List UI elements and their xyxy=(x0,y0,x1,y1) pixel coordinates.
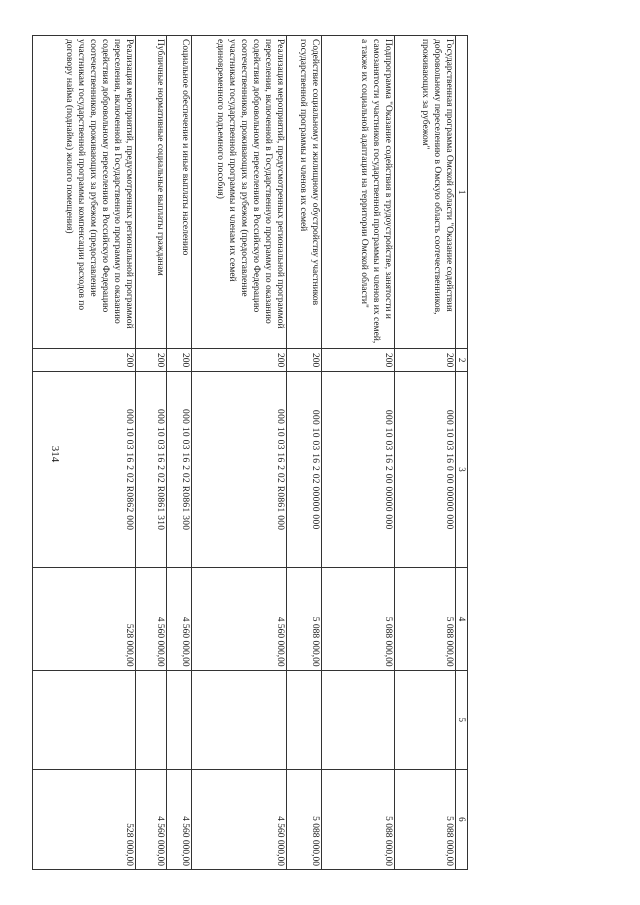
row-value4-cell: 5 088 000,00 xyxy=(394,568,455,670)
row-value6-cell: 4 560 000,00 xyxy=(191,769,286,869)
row-classification-cell: 000 10 03 16 0 00 00000 000 xyxy=(394,372,455,568)
row-code-cell: 200 xyxy=(32,349,135,372)
row-code-cell: 200 xyxy=(191,349,286,372)
row-value5-cell xyxy=(191,670,286,769)
row-classification-cell: 000 10 03 16 2 02 R0862 000 xyxy=(32,372,135,568)
column-header-2: 2 xyxy=(455,349,467,372)
row-value5-cell xyxy=(394,670,455,769)
column-header-5: 5 xyxy=(455,670,467,769)
table-row xyxy=(394,36,455,870)
row-name-cell: Публичные нормативные социальные выплаты гражданам xyxy=(135,36,166,349)
row-name-cell: Реализация мероприятий, предусмотренных региональной программой переселения, включенной в Государственную программу по оказанию содействия добровольному переселению в Российскую Федерацию соотечественников, проживающих за рубежом (предоставление участникам государственной программы компенсации расходов по договору найма (поднайма) жилого помещения) xyxy=(32,36,135,349)
page-number: 314 xyxy=(49,445,61,463)
row-value5-cell xyxy=(166,670,191,769)
row-classification-cell: 000 10 03 16 2 00 00000 000 xyxy=(321,372,394,568)
row-code-cell: 200 xyxy=(166,349,191,372)
row-code-cell: 200 xyxy=(394,349,455,372)
row-value5-cell xyxy=(32,670,135,769)
table-row xyxy=(32,36,135,870)
row-value5-cell xyxy=(321,670,394,769)
row-name-cell: Содействие социальному и жилищному обустройству участников государственной программы и членов их семей xyxy=(286,36,321,349)
row-value5-cell xyxy=(286,670,321,769)
table-row xyxy=(135,36,166,870)
rotated-table-container xyxy=(64,35,468,870)
row-value6-cell: 5 088 000,00 xyxy=(286,769,321,869)
row-value6-cell: 5 088 000,00 xyxy=(321,769,394,869)
row-classification-cell: 000 10 03 16 2 02 R0861 000 xyxy=(191,372,286,568)
row-code-cell: 200 xyxy=(321,349,394,372)
row-classification-cell: 000 10 03 16 2 02 00000 000 xyxy=(286,372,321,568)
row-value6-cell: 4 560 000,00 xyxy=(135,769,166,869)
row-value4-cell: 4 560 000,00 xyxy=(135,568,166,670)
column-header-1: 1 xyxy=(455,36,467,349)
row-value6-cell: 528 000,00 xyxy=(32,769,135,869)
row-value4-cell: 4 560 000,00 xyxy=(166,568,191,670)
table-row xyxy=(321,36,394,870)
row-value4-cell: 4 560 000,00 xyxy=(191,568,286,670)
row-classification-cell: 000 10 03 16 2 02 R0861 310 xyxy=(135,372,166,568)
row-value5-cell xyxy=(135,670,166,769)
column-header-6: 6 xyxy=(455,769,467,869)
row-name-cell: Реализация мероприятий, предусмотренных региональной программой переселения, включенной в Государственную программу по оказанию содействия добровольному переселению в Российскую Федерацию соотечественников, проживающих за рубежом (предоставление участникам государственной программы и членам их семей единовременного подъемного пособия) xyxy=(191,36,286,349)
column-header-3: 3 xyxy=(455,372,467,568)
row-classification-cell: 000 10 03 16 2 02 R0861 300 xyxy=(166,372,191,568)
row-name-cell: Социальное обеспечение и иные выплаты населению xyxy=(166,36,191,349)
row-code-cell: 200 xyxy=(286,349,321,372)
header-row xyxy=(455,36,467,870)
row-code-cell: 200 xyxy=(135,349,166,372)
row-value6-cell: 5 088 000,00 xyxy=(394,769,455,869)
table-row xyxy=(286,36,321,870)
row-value4-cell: 5 088 000,00 xyxy=(321,568,394,670)
row-value4-cell: 5 088 000,00 xyxy=(286,568,321,670)
budget-table xyxy=(32,35,468,870)
row-name-cell: Государственная программа Омской области "Оказание содействия добровольному переселению в Омскую область соотечественников, проживающих за рубежом" xyxy=(394,36,455,349)
table-row xyxy=(166,36,191,870)
row-name-cell: Подпрограмма "Оказание содействия в трудоустройстве, занятости и самозанятости участников государственной программы и членов их семей, а также их социальной адаптации на территории Омской области" xyxy=(321,36,394,349)
row-value6-cell: 4 560 000,00 xyxy=(166,769,191,869)
column-header-4: 4 xyxy=(455,568,467,670)
row-value4-cell: 528 000,00 xyxy=(32,568,135,670)
table-row xyxy=(191,36,286,870)
